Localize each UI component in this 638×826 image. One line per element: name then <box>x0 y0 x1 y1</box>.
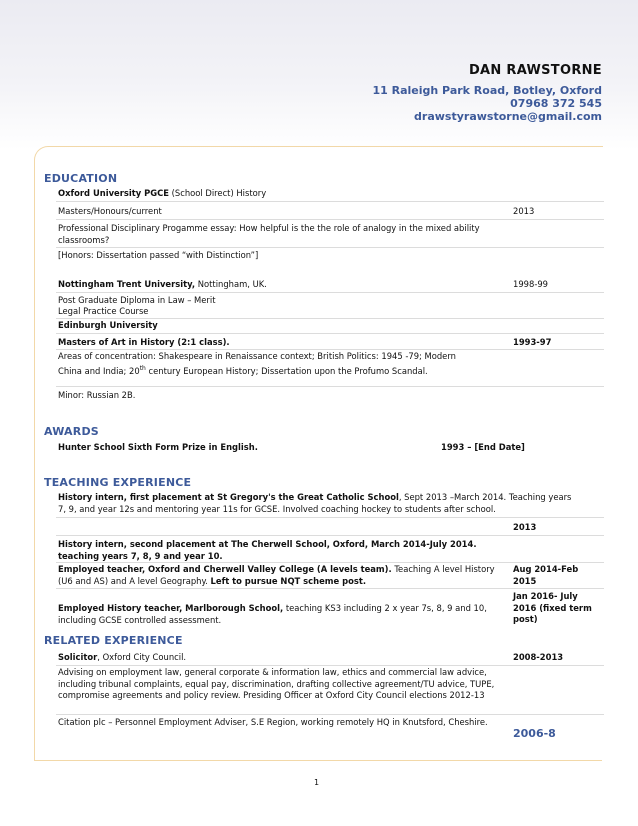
related-item-2: Citation plc – Personnel Employment Adviser, S.E Region, working remotely HQ in Knutsford, Cheshire. <box>58 717 488 727</box>
divider <box>56 219 604 220</box>
teaching-item-4 <box>58 603 503 626</box>
edinburgh-date: 1993-97 <box>513 337 552 347</box>
frame-top-border <box>34 146 603 163</box>
phone: 07968 372 545 <box>510 97 602 110</box>
teaching-item-3-note: Left to pursue NQT scheme post. <box>210 575 367 586</box>
related-item-1-desc: Advising on employment law, general corporate & information law, ethics and commercial law advice, including tribunal complaints, equal pay, discrimination, drafting collective agreement/TU advice, TUPE, compromise agreements and policy review. Presiding Officer at Oxford City Council elections 2012-13 <box>58 667 495 700</box>
section-awards-title: AWARDS <box>44 425 99 438</box>
teaching-item-3-role: Employed teacher, Oxford and Cherwell Valley College (A levels team). <box>58 564 392 574</box>
pgce-essay: Professional Disciplinary Progamme essay: How helpful is the the role of analogy in the mixed ability classrooms? <box>58 223 480 245</box>
related-item-1-role: Solicitor <box>58 652 98 662</box>
areas-text-a: Areas of concentration: Shakespeare in Renaissance context; British Politics: 1945 -79; Modern China and India; 20 <box>58 351 456 376</box>
award-date: 1993 – [End Date] <box>441 442 525 452</box>
email[interactable]: drawstyrawstorne@gmail.com <box>414 110 602 123</box>
related-item-1-employer: , Oxford City Council. <box>97 652 187 662</box>
related-date-2: 2006-8 <box>513 727 556 740</box>
ntu-diploma: Post Graduate Diploma in Law – Merit <box>58 295 216 305</box>
divider <box>56 386 604 387</box>
edinburgh-minor: Minor: Russian 2B. <box>58 390 136 400</box>
frame-left-border <box>34 160 35 760</box>
areas-sup: th <box>139 364 146 372</box>
edinburgh-degree: Masters of Art in History (2:1 class). <box>58 337 230 347</box>
teaching-date-4: Jan 2016- July 2016 (fixed term post) <box>513 591 592 624</box>
ntu-heading <box>58 279 506 291</box>
areas-text-b: century European History; Dissertation upon the Profumo Scandal. <box>145 365 428 376</box>
divider <box>56 517 604 518</box>
divider <box>56 349 604 350</box>
divider <box>56 535 604 536</box>
pgce-honors: [Honors: Dissertation passed “with Distinction”] <box>58 250 259 260</box>
divider <box>56 333 604 334</box>
section-education-title: EDUCATION <box>44 172 118 185</box>
ntu-institution: Nottingham Trent University, <box>58 279 196 289</box>
divider <box>56 247 604 248</box>
divider <box>56 318 604 319</box>
page-number: 1 <box>314 778 320 787</box>
award-item: Hunter School Sixth Form Prize in English. <box>58 442 258 452</box>
teaching-item-1-role: History intern, first placement at St Gregory's the Great Catholic School <box>58 492 399 502</box>
pgce-level: Masters/Honours/current <box>58 206 162 216</box>
divider <box>56 665 604 666</box>
teaching-date-3: Aug 2014-Feb 2015 <box>513 564 579 586</box>
frame-bottom-border <box>34 760 602 761</box>
pgce-institution: Oxford University PGCE <box>58 188 169 198</box>
related-date-1: 2008-2013 <box>513 652 564 662</box>
related-item-1 <box>58 652 506 664</box>
ntu-lpc: Legal Practice Course <box>58 306 149 316</box>
ntu-date: 1998-99 <box>513 279 548 289</box>
edinburgh-areas <box>58 351 478 377</box>
divider <box>56 588 604 589</box>
section-teaching-title: TEACHING EXPERIENCE <box>44 476 192 489</box>
teaching-item-4-desc: teaching KS3 including 2 x year 7s, 8, 9 and 10, including GCSE controlled assessment. <box>58 603 487 625</box>
divider <box>56 562 604 563</box>
address: 11 Raleigh Park Road, Botley, Oxford <box>372 84 602 97</box>
teaching-item-1 <box>58 492 578 515</box>
divider <box>56 201 604 202</box>
pgce-heading <box>58 188 506 200</box>
teaching-item-2: History intern, second placement at The Cherwell School, Oxford, March 2014-July 2014. teaching years 7, 8, 9 and year 10. <box>58 539 477 561</box>
edinburgh-institution: Edinburgh University <box>58 320 158 330</box>
teaching-date-1: 2013 <box>513 522 537 532</box>
pgce-program: (School Direct) History <box>168 188 267 198</box>
divider <box>56 292 604 293</box>
teaching-item-3 <box>58 564 503 587</box>
pgce-date: 2013 <box>513 206 535 216</box>
ntu-location: Nottingham, UK. <box>195 279 267 289</box>
teaching-item-1-desc: , Sept 2013 –March 2014. Teaching years 7, 9, and year 12s and mentoring year 11s for GCSE. Involved coaching hockey to students after school. <box>58 492 572 514</box>
section-related-title: RELATED EXPERIENCE <box>44 634 183 647</box>
candidate-name: DAN RAWSTORNE <box>468 63 602 78</box>
divider <box>56 714 604 715</box>
teaching-item-4-role: Employed History teacher, Marlborough School, <box>58 603 284 613</box>
teaching-item-3-desc: Teaching A level History (U6 and AS) and A level Geography. <box>58 564 495 586</box>
